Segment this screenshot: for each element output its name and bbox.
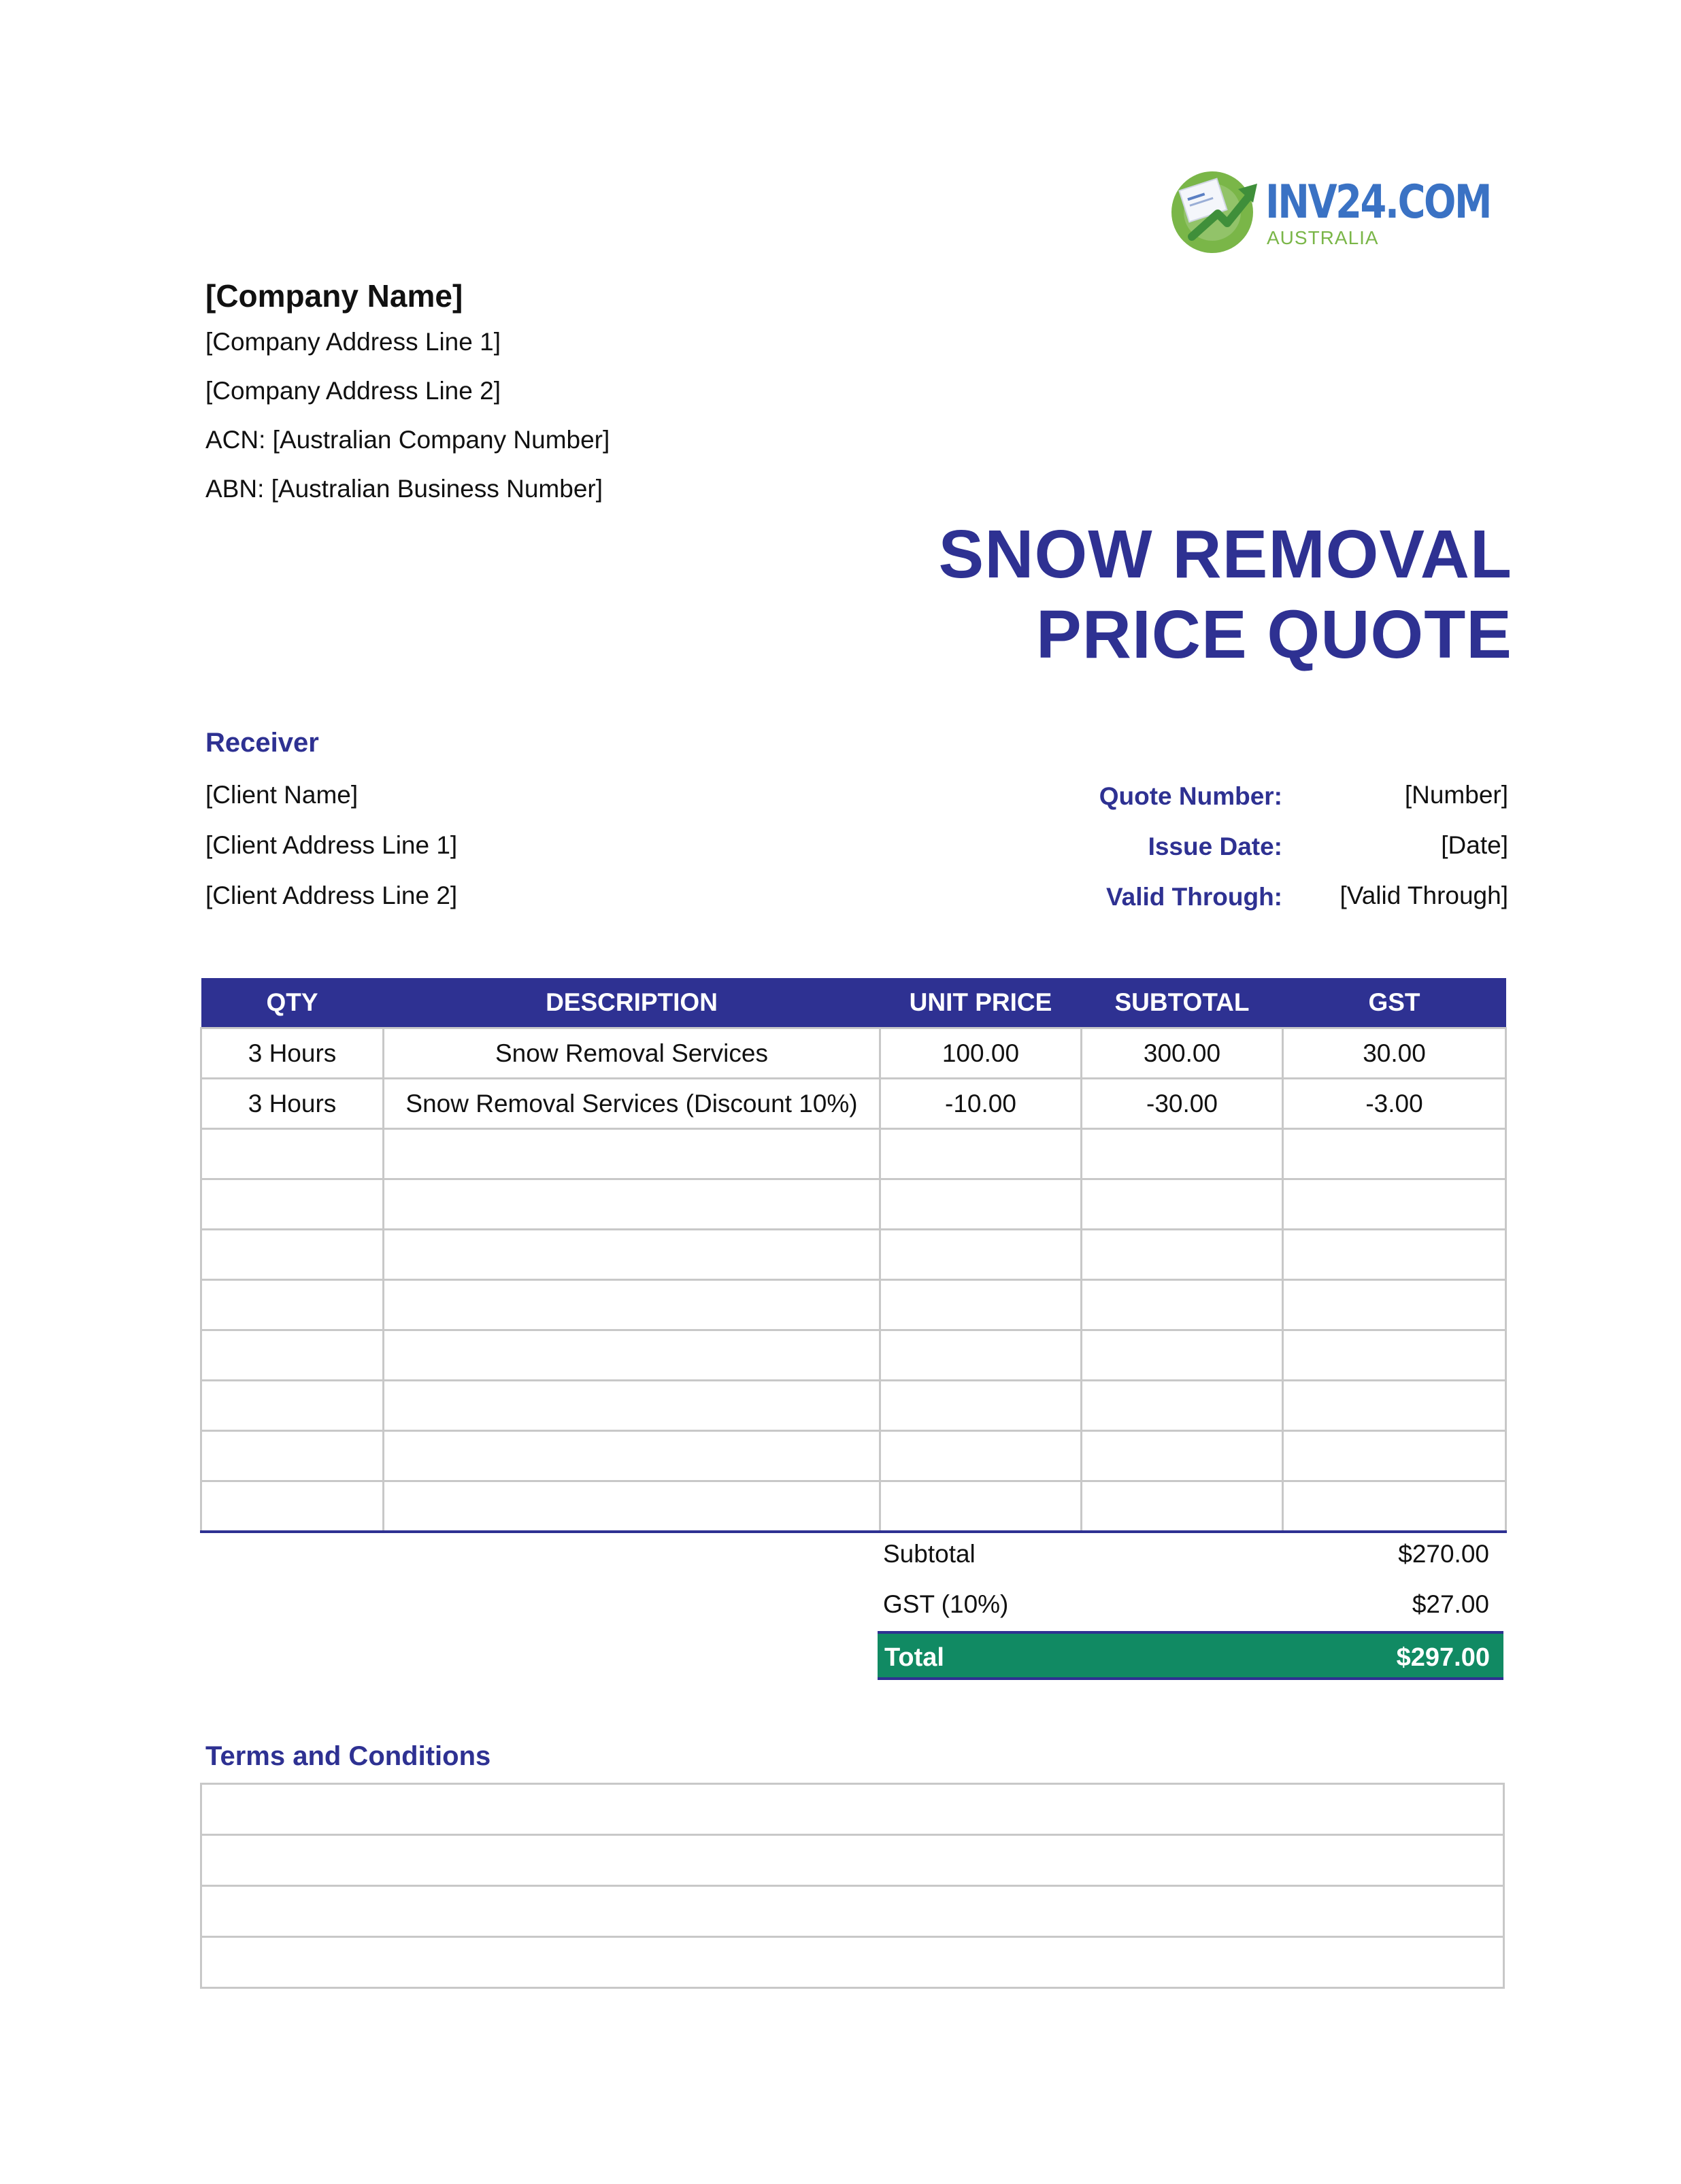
empty-cell[interactable] <box>1082 1129 1283 1179</box>
terms-line-field[interactable] <box>201 1835 1504 1886</box>
empty-cell[interactable] <box>1283 1280 1506 1330</box>
client-address-line-2: [Client Address Line 2] <box>205 881 458 909</box>
column-header-gst: GST <box>1283 978 1506 1028</box>
total-value: $297.00 <box>1396 1643 1490 1672</box>
qty-cell[interactable]: 3 Hours <box>201 1028 384 1079</box>
line-items-table <box>200 978 1507 1533</box>
empty-table-row <box>201 1481 1506 1532</box>
gst-cell[interactable]: -3.00 <box>1283 1079 1506 1129</box>
subtotal-value: $270.00 <box>1398 1540 1489 1568</box>
valid-through-value: [Valid Through] <box>1339 881 1508 909</box>
empty-cell[interactable] <box>384 1280 880 1330</box>
empty-table-row <box>201 1431 1506 1481</box>
receiver-heading: Receiver <box>205 728 319 758</box>
empty-cell[interactable] <box>880 1129 1082 1179</box>
brand-logo <box>1165 161 1491 263</box>
empty-cell[interactable] <box>384 1431 880 1481</box>
table-row <box>201 1079 1506 1129</box>
column-header-subtotal: SUBTOTAL <box>1082 978 1283 1028</box>
grand-total-bar <box>878 1631 1503 1680</box>
company-address-line-1: [Company Address Line 1] <box>205 328 501 356</box>
empty-table-row <box>201 1179 1506 1230</box>
company-name: [Company Name] <box>205 278 463 314</box>
empty-cell[interactable] <box>384 1230 880 1280</box>
client-name: [Client Name] <box>205 781 359 809</box>
empty-cell[interactable] <box>201 1330 384 1381</box>
empty-cell[interactable] <box>1283 1431 1506 1481</box>
empty-table-row <box>201 1230 1506 1280</box>
issue-date-label: Issue Date: <box>1148 833 1282 860</box>
terms-row <box>201 1784 1504 1835</box>
logo-emblem-icon <box>1165 161 1263 256</box>
document-title-line-2: PRICE QUOTE <box>1036 597 1512 673</box>
empty-cell[interactable] <box>880 1330 1082 1381</box>
empty-cell[interactable] <box>1082 1230 1283 1280</box>
quote-number-value: [Number] <box>1404 781 1508 809</box>
terms-line-field[interactable] <box>201 1784 1504 1835</box>
empty-cell[interactable] <box>384 1381 880 1431</box>
empty-cell[interactable] <box>384 1330 880 1381</box>
terms-line-field[interactable] <box>201 1886 1504 1937</box>
logo-wordmark: INV24.COM <box>1265 175 1491 229</box>
empty-cell[interactable] <box>1283 1179 1506 1230</box>
terms-row <box>201 1886 1504 1937</box>
empty-table-row <box>201 1330 1506 1381</box>
valid-through-label: Valid Through: <box>1106 883 1282 911</box>
unit-price-cell[interactable]: -10.00 <box>880 1079 1082 1129</box>
gst-label: GST (10%) <box>883 1590 1009 1618</box>
description-cell[interactable]: Snow Removal Services <box>384 1028 880 1079</box>
subtotal-cell[interactable]: 300.00 <box>1082 1028 1283 1079</box>
empty-cell[interactable] <box>1082 1481 1283 1532</box>
subtotal-cell[interactable]: -30.00 <box>1082 1079 1283 1129</box>
empty-cell[interactable] <box>201 1179 384 1230</box>
unit-price-cell[interactable]: 100.00 <box>880 1028 1082 1079</box>
gst-value: $27.00 <box>1412 1590 1489 1618</box>
table-row <box>201 1028 1506 1079</box>
empty-cell[interactable] <box>384 1179 880 1230</box>
gst-cell[interactable]: 30.00 <box>1283 1028 1506 1079</box>
empty-cell[interactable] <box>201 1230 384 1280</box>
description-cell[interactable]: Snow Removal Services (Discount 10%) <box>384 1079 880 1129</box>
total-label: Total <box>884 1643 944 1672</box>
empty-cell[interactable] <box>880 1280 1082 1330</box>
terms-line-field[interactable] <box>201 1937 1504 1988</box>
empty-cell[interactable] <box>1082 1330 1283 1381</box>
qty-cell[interactable]: 3 Hours <box>201 1079 384 1129</box>
table-header-row <box>201 978 1506 1028</box>
empty-cell[interactable] <box>1283 1330 1506 1381</box>
empty-cell[interactable] <box>1082 1280 1283 1330</box>
empty-cell[interactable] <box>880 1481 1082 1532</box>
empty-cell[interactable] <box>1082 1179 1283 1230</box>
empty-cell[interactable] <box>1283 1481 1506 1532</box>
document-title-line-1: SNOW REMOVAL <box>938 516 1512 592</box>
empty-cell[interactable] <box>1082 1381 1283 1431</box>
company-address-line-2: [Company Address Line 2] <box>205 377 501 405</box>
client-address-line-1: [Client Address Line 1] <box>205 831 458 859</box>
empty-cell[interactable] <box>880 1431 1082 1481</box>
empty-cell[interactable] <box>880 1381 1082 1431</box>
empty-cell[interactable] <box>384 1481 880 1532</box>
company-abn: ABN: [Australian Business Number] <box>205 475 603 503</box>
empty-cell[interactable] <box>201 1129 384 1179</box>
empty-cell[interactable] <box>201 1280 384 1330</box>
empty-cell[interactable] <box>1283 1230 1506 1280</box>
column-header-description: DESCRIPTION <box>384 978 880 1028</box>
empty-cell[interactable] <box>1082 1431 1283 1481</box>
empty-table-row <box>201 1381 1506 1431</box>
empty-cell[interactable] <box>1283 1129 1506 1179</box>
empty-cell[interactable] <box>201 1431 384 1481</box>
subtotal-label: Subtotal <box>883 1540 976 1568</box>
empty-cell[interactable] <box>384 1129 880 1179</box>
terms-row <box>201 1835 1504 1886</box>
empty-cell[interactable] <box>201 1381 384 1431</box>
column-header-qty: QTY <box>201 978 384 1028</box>
empty-cell[interactable] <box>880 1179 1082 1230</box>
terms-table <box>200 1783 1505 1989</box>
column-header-unit-price: UNIT PRICE <box>880 978 1082 1028</box>
terms-heading: Terms and Conditions <box>205 1741 491 1771</box>
empty-cell[interactable] <box>201 1481 384 1532</box>
company-acn: ACN: [Australian Company Number] <box>205 426 610 454</box>
issue-date-value: [Date] <box>1441 831 1508 859</box>
empty-table-row <box>201 1129 1506 1179</box>
empty-table-row <box>201 1280 1506 1330</box>
empty-cell[interactable] <box>1283 1381 1506 1431</box>
terms-row <box>201 1937 1504 1988</box>
logo-subtitle: AUSTRALIA <box>1267 227 1379 248</box>
empty-cell[interactable] <box>880 1230 1082 1280</box>
quote-number-label: Quote Number: <box>1099 782 1282 810</box>
